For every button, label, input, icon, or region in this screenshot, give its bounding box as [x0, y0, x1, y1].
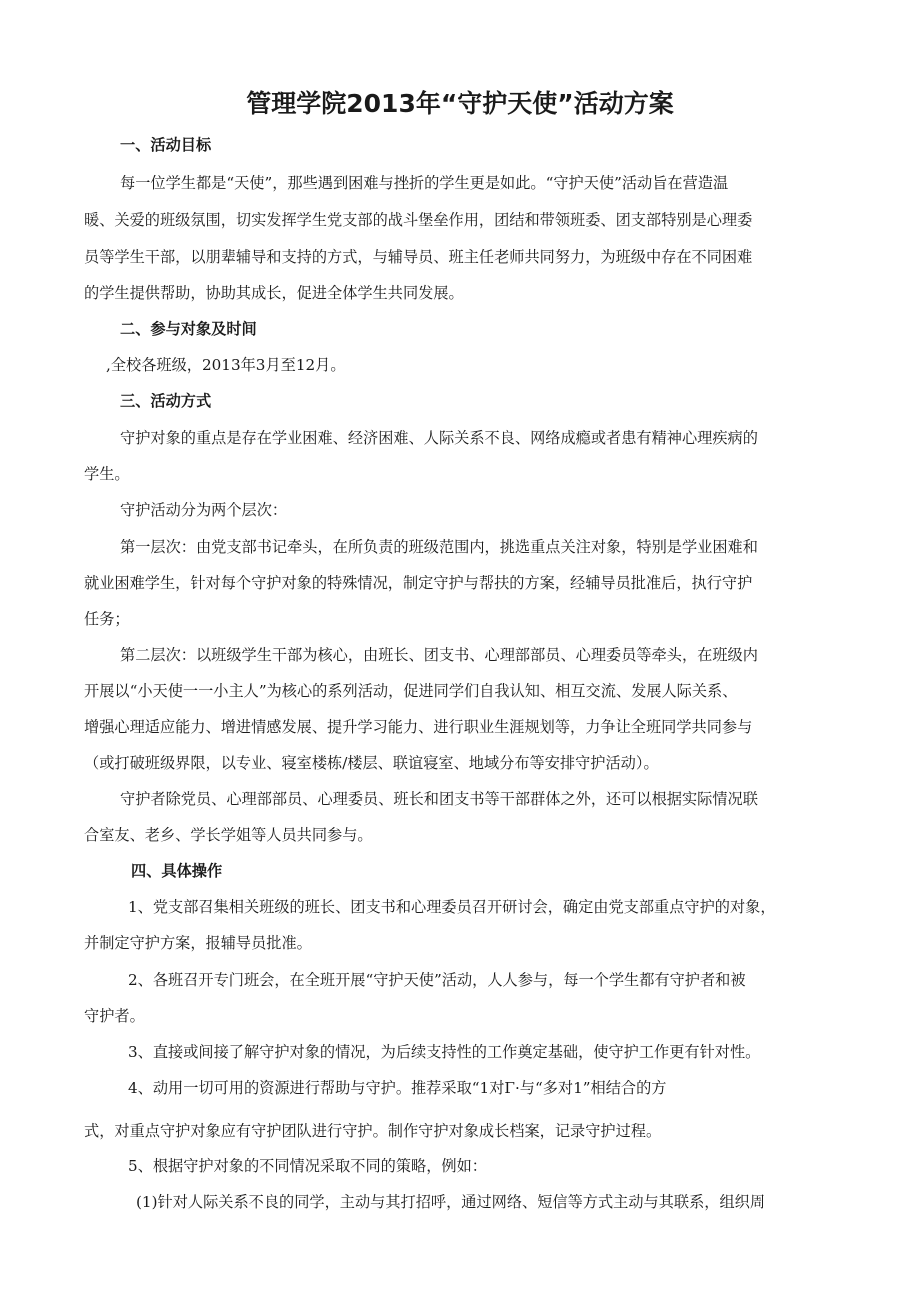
paragraph-line: 1、党支部召集相关班级的班长、团支书和心理委员召开研讨会，确定由党支部重点守护的对象，	[128, 898, 776, 916]
paragraph-line: 暖、关爱的班级氛围，切实发挥学生党支部的战斗堡垒作用，团结和带领班委、团支部特别是心理委	[84, 211, 753, 229]
paragraph-line: 第二层次：以班级学生干部为核心，由班长、团支书、心理部部员、心理委员等牵头，在班级内	[120, 646, 758, 664]
paragraph-line: 守护者。	[84, 1007, 145, 1025]
paragraph-line: 的学生提供帮助，协助其成长，促进全体学生共同发展。	[84, 284, 464, 302]
paragraph-line: 守护对象的重点是存在学业困难、经济困难、人际关系不良、网络成瘾或者患有精神心理疾病的	[120, 429, 758, 447]
paragraph-line: (1)针对人际关系不良的同学，主动与其打招呼，通过网络、短信等方式主动与其联系，组织周	[136, 1193, 766, 1211]
paragraph-line: 员等学生干部，以朋辈辅导和支持的方式，与辅导员、班主任老师共同努力，为班级中存在不同困难	[84, 248, 753, 266]
paragraph-line: 3、直接或间接了解守护对象的情况，为后续支持性的工作奠定基础，使守护工作更有针对性。	[128, 1043, 761, 1061]
paragraph-line: 并制定守护方案，报辅导员批准。	[84, 934, 312, 952]
paragraph-line: （或打破班级界限，以专业、寝室楼栋/楼层、联谊寝室、地域分布等安排守护活动）。	[84, 754, 659, 772]
paragraph-line: 式，对重点守护对象应有守护团队进行守护。制作守护对象成长档案，记录守护过程。	[84, 1122, 662, 1140]
paragraph-line: 开展以“小天使一一小主人”为核心的系列活动，促进同学们自我认知、相互交流、发展人际关系、	[84, 682, 738, 700]
document-title: 管理学院2013年“守护天使”活动方案	[246, 89, 674, 118]
section-heading-participants: 二、参与对象及时间	[120, 320, 257, 338]
section-heading-operation: 四、具体操作	[131, 862, 223, 880]
paragraph-line: 学生。	[84, 465, 130, 483]
paragraph-line: 5、根据守护对象的不同情况采取不同的策略，例如：	[128, 1157, 487, 1175]
section-heading-goal: 一、活动目标	[120, 136, 212, 154]
paragraph-line: 守护者除党员、心理部部员、心理委员、班长和团支书等干部群体之外，还可以根据实际情况联	[120, 790, 758, 808]
paragraph-line: 2、各班召开专门班会，在全班开展“守护天使”活动，人人参与，每一个学生都有守护者和被	[128, 971, 746, 989]
paragraph-line: 就业困难学生，针对每个守护对象的特殊情况，制定守护与帮扶的方案，经辅导员批准后，执行守护	[84, 574, 753, 592]
paragraph-line: 增强心理适应能力、增进情感发展、提升学习能力、进行职业生涯规划等，力争让全班同学共同参与	[84, 718, 753, 736]
paragraph-line: 合室友、老乡、学长学姐等人员共同参与。	[84, 826, 373, 844]
paragraph-line: 守护活动分为两个层次：	[120, 501, 288, 519]
paragraph-line: ,全校各班级，2013年3月至12月。	[106, 356, 346, 374]
section-heading-method: 三、活动方式	[120, 392, 212, 410]
paragraph-line: 第一层次：由党支部书记牵头，在所负责的班级范围内，挑选重点关注对象，特别是学业困难和	[120, 538, 758, 556]
paragraph-line: 4、动用一切可用的资源进行帮助与守护。推荐采取“1对Γ·与“多对1”相结合的方	[128, 1079, 667, 1097]
paragraph-line: 任务；	[84, 610, 130, 628]
paragraph-line: 每一位学生都是“天使”，那些遇到困难与挫折的学生更是如此。“守护天使”活动旨在营造温	[120, 174, 729, 192]
